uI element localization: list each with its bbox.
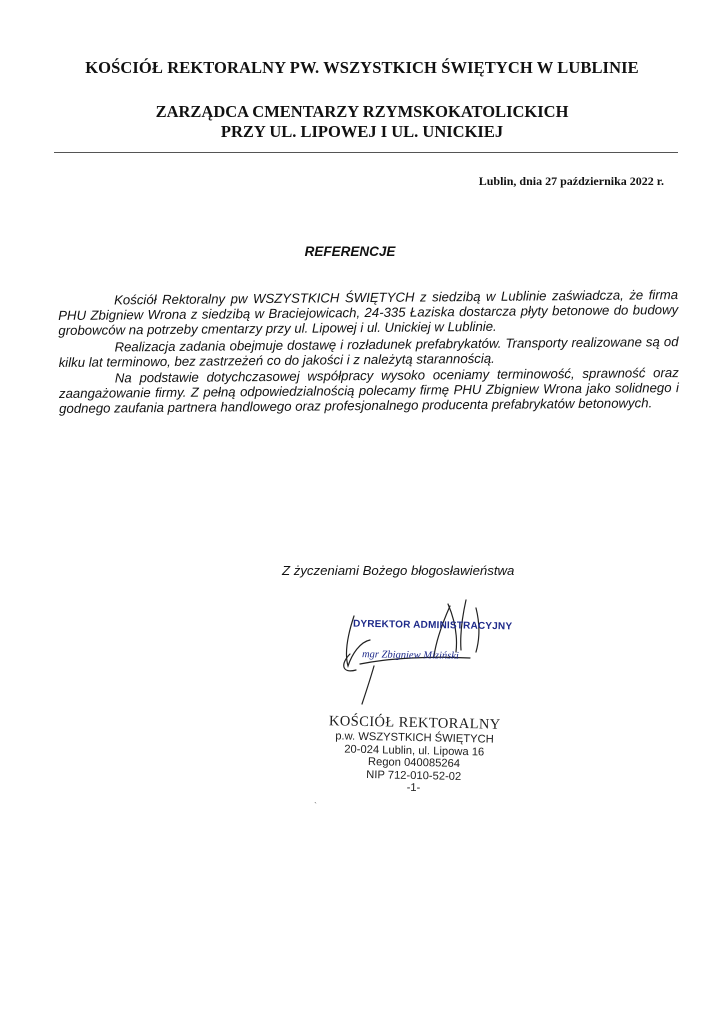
director-stamp-title: DYREKTOR ADMINISTRACYJNY [352, 618, 513, 633]
header-administrator [20, 102, 704, 142]
header-divider [54, 152, 678, 153]
header-church-name: KOŚCIÓŁ REKTORALNY PW. WSZYSTKICH ŚWIĘTYCH W LUBLINIE [85, 58, 639, 77]
institution-seal [318, 713, 510, 797]
seal-line-3: 20-024 Lublin, ul. Lipowa 16 [344, 743, 485, 759]
seal-page-number: -1- [406, 782, 421, 795]
document-body [58, 287, 679, 417]
body-paragraph-2: Realizacja zadania obejmuje dostawę i rozładunek prefabrykatów. Transporty realizowane są od kilku lat terminowo, bez zastrzeżeń co do jakości i z należytą starannością. [58, 333, 679, 370]
closing-greeting: Z życzeniami Bożego błogosławieństwa [282, 563, 515, 578]
document-title: REFERENCJE [304, 244, 396, 259]
seal-line-4: Regon 040085264 [367, 756, 461, 771]
scan-mark: ` [314, 801, 317, 811]
header-administrator-line1: ZARZĄDCA CMENTARZY RZYMSKOKATOLICKICH [155, 102, 569, 121]
header-administrator-line2: PRZY UL. LIPOWEJ I UL. UNICKIEJ [220, 122, 504, 141]
seal-line-1: KOŚCIÓŁ REKTORALNY [328, 713, 501, 733]
director-stamp-name: mgr Zbigniew Miziński [361, 649, 459, 662]
seal-line-5: NIP 712-010-52-02 [366, 768, 462, 783]
body-paragraph-1: Kościół Rektoralny pw WSZYSTKICH ŚWIĘTYCH z siedzibą w Lublinie zaświadcza, że firma PHU Zbigniew Wrona z siedzibą w Braciejowicach, 24-335 Łaziska dostarcza płyty betonowe do budowy grobowców na potrzeby cmentarzy przy ul. Lipowej i ul. Unickiej w Lublinie. [58, 287, 679, 339]
seal-line-2: p.w. WSZYSTKICH ŚWIĘTYCH [335, 730, 494, 746]
document-date: Lublin, dnia 27 października 2022 r. [478, 174, 664, 188]
body-paragraph-3: Na podstawie dotychczasowej współpracy wysoko oceniamy terminowość, sprawność oraz zaangażowanie firmy. Z pełną odpowiedzialnością polecamy firmę PHU Zbigniew Wrona jako solidnego i godnego zaufania partnera handlowego oraz profesjonalnego producenta prefabrykatów betonowych. [58, 365, 680, 417]
